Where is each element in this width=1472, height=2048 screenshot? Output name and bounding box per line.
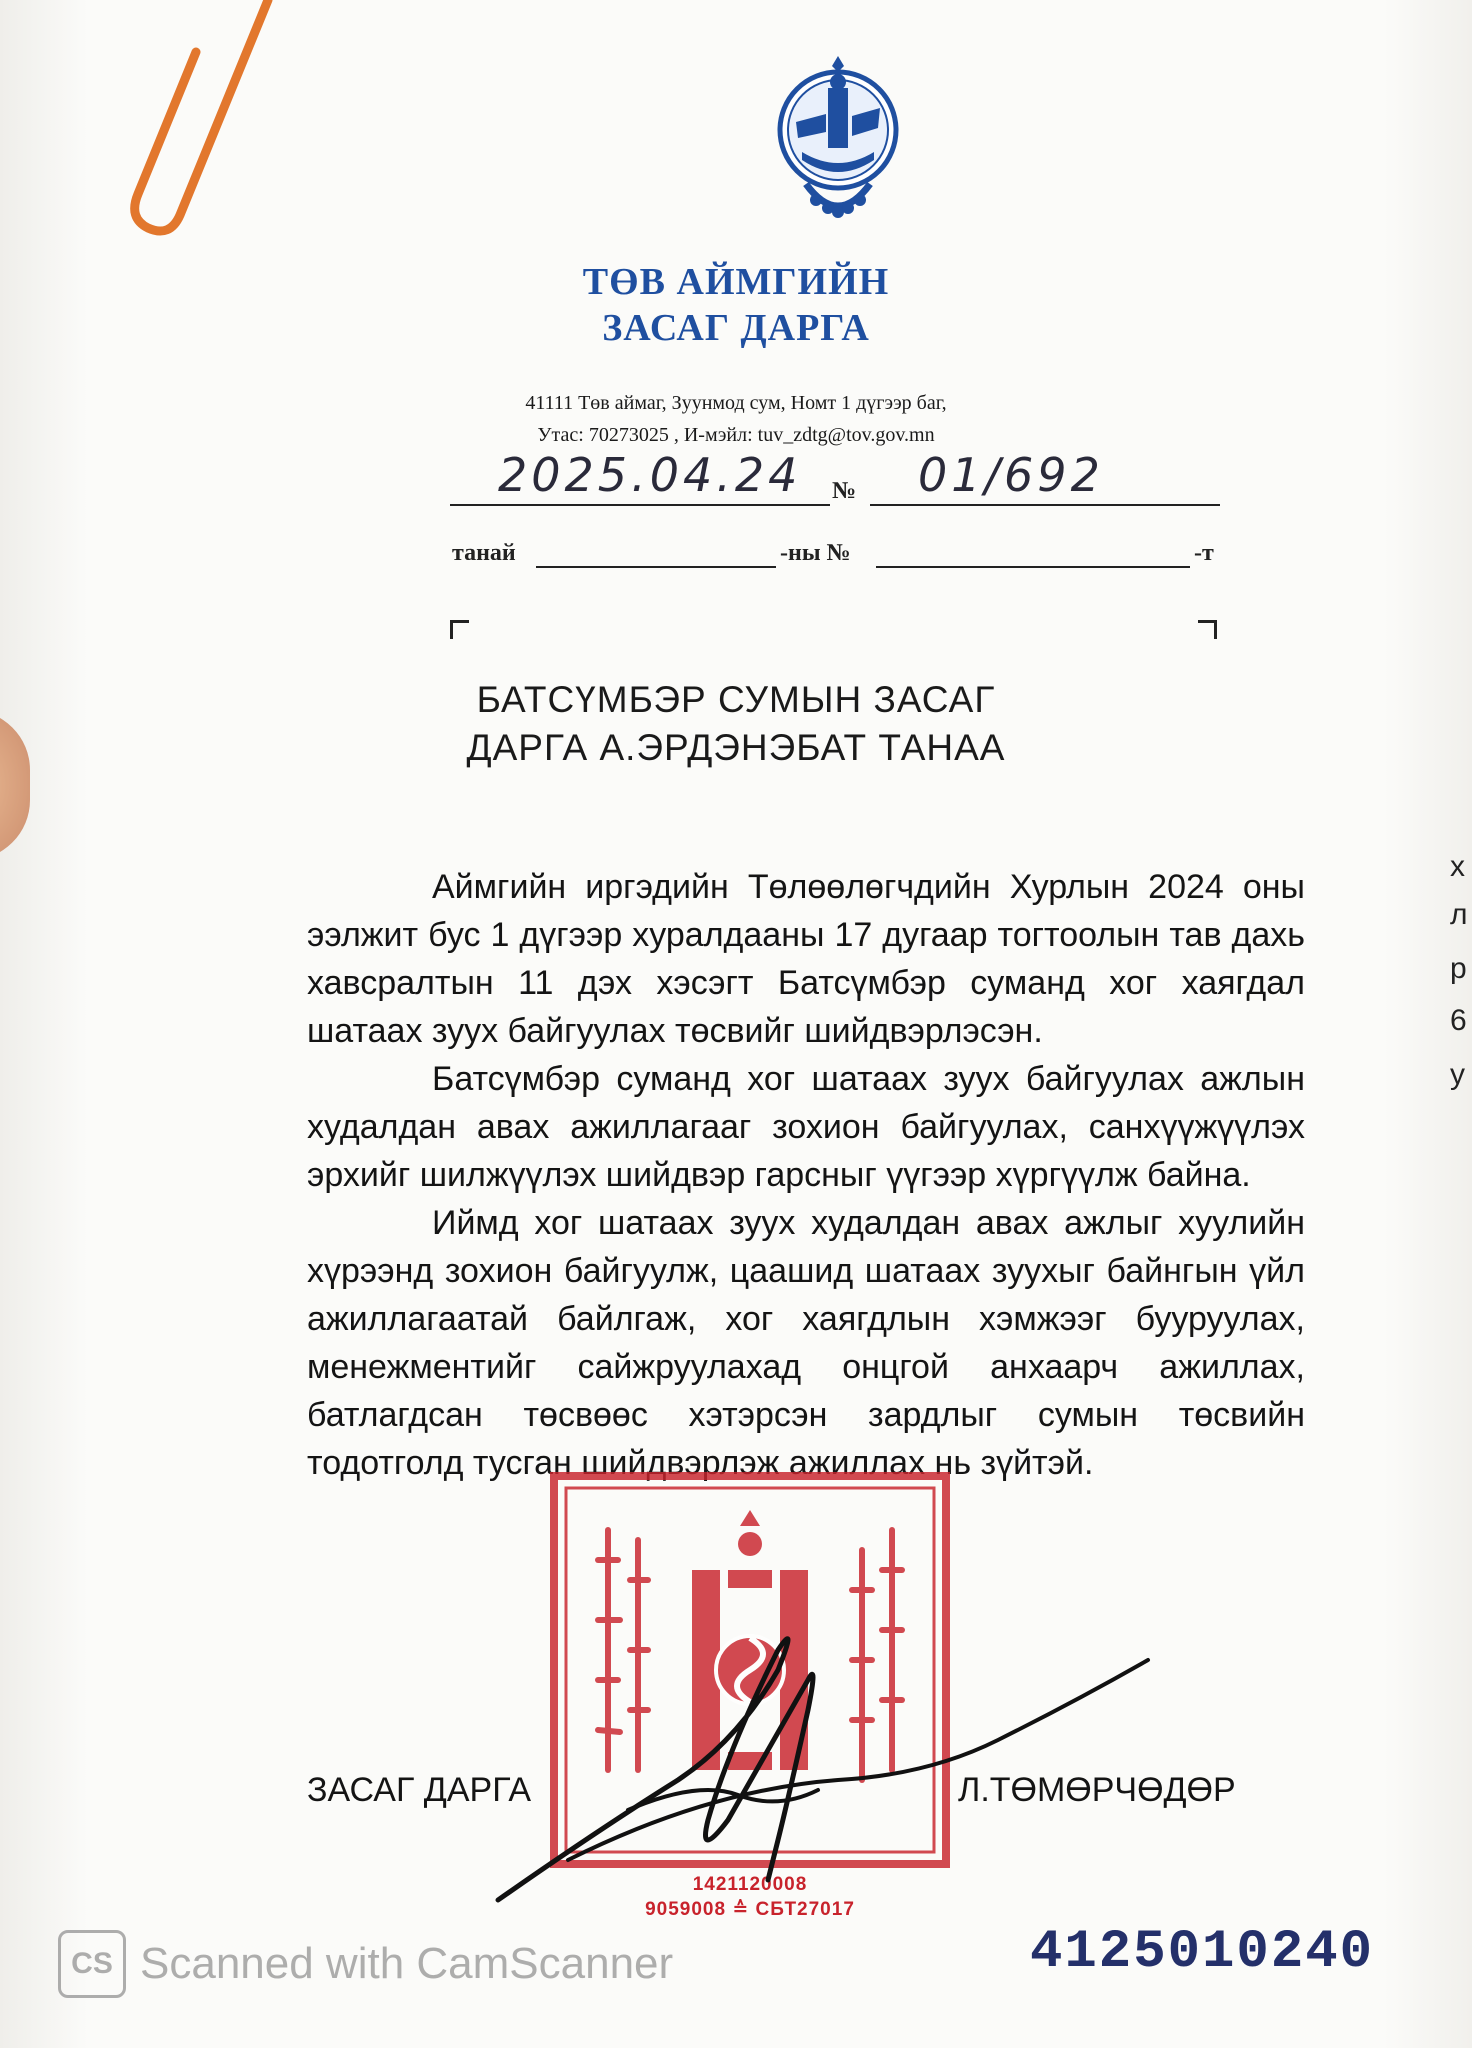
stamp-number-line1: 1421120008 xyxy=(692,1874,808,1895)
date-underline xyxy=(450,504,830,506)
reply-prefix: танай xyxy=(452,540,516,566)
edge-fragment: у xyxy=(1450,1058,1465,1091)
handwritten-date: 2025.04.24 xyxy=(498,448,802,502)
camscanner-logo-icon: CS xyxy=(58,1930,126,1998)
reply-suffix: -т xyxy=(1194,540,1214,566)
signatory-title: ЗАСАГ ДАРГА xyxy=(307,1771,532,1809)
registration-number-stamp: 4125010240 xyxy=(1030,1922,1375,1983)
addressee-line2: ДАРГА А.ЭРДЭНЭБАТ ТАНАА xyxy=(466,727,1006,768)
signatory-name: Л.ТӨМӨРЧӨДӨР xyxy=(958,1771,1236,1809)
body-paragraph-1: Аймгийн иргэдийн Төлөөлөгчдийн Хурлын 2024 оны ээлжит бус 1 дүгээр хуралдааны 17 дугаар тогтоолын тав дахь хавсралтын 11 дэх хэсэгт Батсүмбэр суманд хог хаягдал шатаах зуух байгуулах төсвийг шийдвэрлэсэн. xyxy=(307,868,1305,1050)
camscanner-watermark xyxy=(58,1930,673,1998)
reply-date-underline xyxy=(536,566,776,568)
state-emblem-icon xyxy=(776,52,900,232)
letterhead-org-line1: ТӨВ АЙМГИЙН xyxy=(582,261,890,303)
letterhead-org-line2: ЗАСАГ ДАРГА xyxy=(602,307,870,349)
body-paragraph-2: Батсүмбэр суманд хог шатаах зуух байгуулах ажлын худалдан авах ажиллагааг зохион байгуулах, санхүүжүүлэх эрхийг шилжүүлэх шийдвэр гарсныг үүгээр хүргүүлж байна. xyxy=(307,1060,1305,1194)
letterhead-address: 41111 Төв аймаг, Зуунмод сум, Номт 1 дүгээр баг, xyxy=(525,392,947,414)
edge-fragment: х xyxy=(1450,850,1465,883)
letter-body xyxy=(307,863,1305,1487)
paper-clip xyxy=(118,0,288,240)
reply-number-underline xyxy=(876,566,1190,568)
addressee-bracket-left xyxy=(450,620,469,639)
edge-fragment: л xyxy=(1450,898,1468,931)
reply-mid: -ны № xyxy=(780,540,851,566)
number-symbol: № xyxy=(832,478,857,504)
handwritten-number: 01/692 xyxy=(918,448,1104,502)
handwritten-signature xyxy=(478,1580,1158,1940)
letterhead-contact: Утас: 70273025 , И-мэйл: tuv_zdtg@tov.gov.mn xyxy=(537,424,935,446)
stamp-number-line2: 9059008 ≙ СБТ27017 xyxy=(645,1899,855,1920)
edge-fragment: р xyxy=(1450,952,1467,985)
edge-fragment: 6 xyxy=(1450,1004,1467,1037)
body-paragraph-3: Иймд хог шатаах зуух худалдан авах ажлыг хуулийн хүрээнд зохион байгуулж, цаашид шатаах зуухыг байнгын үйл ажиллагаатай байлгаж, хог хаягдлын хэмжээг бууруулах, менежментийг сайжруулахад онцгой анхаарч ажиллах, батлагдсан төсвөөс хэтэрсэн зардлыг сумын төсвийн тодотголд тусган шийдвэрлэж ажиллах нь зүйтэй. xyxy=(307,1204,1305,1482)
number-underline xyxy=(870,504,1220,506)
addressee-bracket-right xyxy=(1198,620,1217,639)
camscanner-text: Scanned with CamScanner xyxy=(140,1939,674,1988)
addressee-line1: БАТСҮМБЭР СУМЫН ЗАСАГ xyxy=(476,679,996,720)
